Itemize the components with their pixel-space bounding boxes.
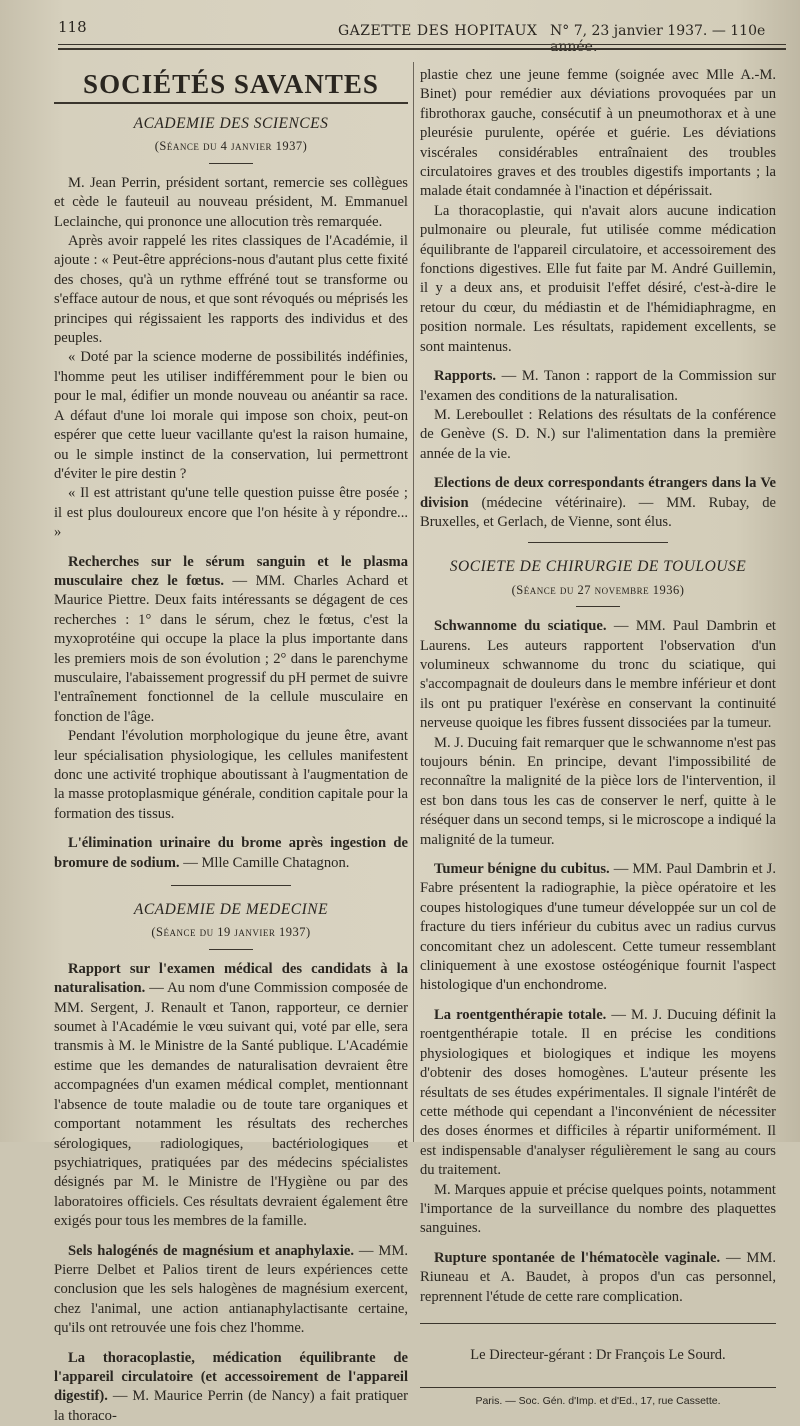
academie-medecine-session: (Séance du 19 janvier 1937) — [151, 925, 311, 940]
journal-title: GAZETTE DES HOPITAUX — [338, 23, 538, 39]
short-rule — [576, 606, 620, 607]
item-serum-continued: Pendant l'évolution morphologique du jeune être, avant leur spécialisation physiologique, les cellules manifestent donc une activité trophique aboutissant à l'augmentation de la masse protoplasmique générale, condition capitale pour la formation des tissus. — [54, 728, 408, 822]
ducuing-remark: M. J. Ducuing fait remarquer que le schwannome n'est pas toujours bénin. En principe, devant l'impossibilité de reconnaître la malignité de la pièce lors de l'intervention, il est bon dans tous les cas de conserver le nerf, quitte à le réséquer dans un second temps, si le microscope a indiqué la malignité de la tumeur. — [420, 734, 776, 848]
director-signature: Le Directeur-gérant : Dr François Le Sourd. — [470, 1346, 726, 1363]
issue-info: N° 7, 23 janvier 1937. — 110e année. — [550, 23, 766, 55]
item-schwannome: Schwannome du sciatique. — MM. Paul Dambrin et Laurens. Les auteurs rapportent l'observation d'un volumineux schwannome du tronc du sciatique, qui s'accompagnait de douleurs dans le membre inférieur et dont ils ont pu pratiquer l'exérèse en conservant la continuité nerveuse quoique les fibres fussent dissociées par la tumeur. — [420, 618, 776, 732]
footer-rule — [420, 1323, 776, 1324]
printer-imprint: Paris. — Soc. Gén. d'Imp. et d'Ed., 17, rue Cassette. — [475, 1395, 721, 1408]
imprint-rule — [420, 1387, 776, 1388]
academie-medecine-heading: ACADEMIE DE MEDECINE — [133, 901, 329, 919]
page-header — [0, 0, 800, 55]
section-rule — [528, 542, 668, 543]
header-rule-thick — [58, 48, 786, 50]
column-divider — [413, 62, 414, 1142]
item-thoracoplastie: La thoracoplastie, médication équilibrante de l'appareil circulatoire (et accessoirement de l'appareil digestif). — M. Maurice Perrin (de Nancy) a fait pratiquer la thoraco- — [54, 1349, 408, 1424]
header-rule — [58, 44, 786, 45]
item-rupture: Rupture spontanée de l'hématocèle vaginale. — MM. Riuneau et A. Baudet, à propos d'un cas personnel, reprennent l'étude de cette rare complication. — [420, 1249, 776, 1305]
item-brome: L'élimination urinaire du brome après ingestion de bromure de sodium. — Mlle Camille Chatagnon. — [54, 835, 408, 871]
item-elections: Elections de deux correspondants étrangers dans la Ve division (médecine vétérinaire). — MM. Rubay, de Bruxelles, et Gerlach, de Vienne, sont élus. — [420, 475, 776, 530]
section-rule — [171, 885, 291, 886]
title-rule — [54, 102, 408, 104]
thoracoplastie-continued: plastie chez une jeune femme (soignée avec Mlle A.-M. Binet) pour remédier aux déviations provoquées par un fibrothorax gauche, consécutif à un pneumothorax et à une pleurésie purulente, opérée et guérie. Les déviations viscérales considérables entraînaient des troubles circulatoires graves et des troubles digestifs importants ; la malade était condamnée à l'inaction et dépérissait. — [420, 67, 776, 200]
societe-chirurgie-session: (Séance du 27 novembre 1936) — [511, 582, 685, 597]
paragraph-rites: Après avoir rappelé les rites classiques de l'Académie, il ajoute : « Peut-être apprécions-nous d'autant plus cette fixité des choses, qu'à un rythme effréné tout se transforme ou s'efface autour de nous, et que sont révoqués ou méprisés les principes qui régissaient les rapports des individus et des peuples. — [54, 233, 408, 347]
item-sels: Sels halogénés de magnésium et anaphylaxie. — MM. Pierre Delbet et Palios tirent de leurs expériences cette conclusion que les sels halogènes de magnésium exercent, chez l'animal, une action antianaphylactisante certaine, qu'ils ont retrouvée une fois chez l'homme. — [54, 1242, 408, 1337]
item-rapports: Rapports. — M. Tanon : rapport de la Commission sur l'examen des conditions de la naturalisation. — [420, 368, 776, 404]
academie-sciences-session: (Séance du 4 janvier 1937) — [154, 139, 308, 154]
paragraph-science: « Doté par la science moderne de possibilités indéfinies, l'homme peut les utiliser indifféremment pour le bien ou pour le mal, édifier un monde nouveau ou anéantir sa race. A défaut d'une loi morale qui impose son choix, peut-on espérer que cette lueur vacillante qu'est la raison humaine, ou le simple instinct de la conservation, lui permettront d'éviter le pire destin ? — [54, 349, 408, 482]
item-rapport: Rapport sur l'examen médical des candidats à la naturalisation. — Au nom d'une Commission composée de MM. Sergent, J. Renault et Tanon, rapporteur, ce dernier soumet à l'Académie le vœu suivant qui, voté par elle, sera transmis à M. le Ministre de la Santé publique. L'Académie estime que les demandes de naturalisation devraient être accompagnées d'un examen médical complet, mentionnant l'absence de toute maladie ou de toute tare organiques et comportant notamment les résultats des recherches sérologiques, radiologiques, bactériologiques et psychiatriques, pratiquées par des médecins spécialistes désignés par M. le Ministre de l'Hygiène ou par des laboratoires officiels. Ces résultats devraient également être exigés pour tous les membres de la famille. — [54, 960, 408, 1230]
left-column — [54, 62, 408, 1426]
societe-chirurgie-heading: SOCIETE DE CHIRURGIE DE TOULOUSE — [449, 558, 747, 576]
academie-sciences-heading: ACADEMIE DES SCIENCES — [133, 115, 329, 132]
short-rule — [209, 163, 253, 164]
paragraph-perrin: M. Jean Perrin, président sortant, remercie ses collègues et cède le fauteuil au nouveau président, M. Emmanuel Leclainche, qui prononce une allocution très remarquée. — [54, 174, 408, 230]
item-roentgen: La roentgenthérapie totale. — M. J. Ducuing définit la roentgenthérapie totale. Il en précise les conditions physiologiques et biologiques et indique les moyens d'obtenir des doses homogènes. L'auteur présente les résultats de ses études expérimentales. Il signale l'intérêt de cette méthode qui cependant a l'inconvénient de nécessiter des doses énormes et difficiles à répartir uniformément. Il est indispensable d'analyser régulièrement le sang au cours du traitement. — [420, 1006, 776, 1179]
item-tumeur: Tumeur bénigne du cubitus. — MM. Paul Dambrin et J. Fabre présentent la radiographie, la pièce opératoire et les coupes histologiques d'une tumeur développée sur un col de fracture du tiers inférieur du cubitus avec un radius curvus concomitant chez un adolescent. Cette tumeur ressemblant cliniquement à une exostose ostéogénique fournit l'aspect histologique d'un enchondrome. — [420, 861, 776, 994]
short-rule — [209, 949, 253, 950]
item-lereboullet: M. Lereboullet : Relations des résultats de la conférence de Genève (S. D. N.) sur l'alimentation dans la première année de la vie. — [420, 406, 776, 462]
page-number: 118 — [58, 18, 87, 36]
item-serum: Recherches sur le sérum sanguin et le plasma musculaire chez le fœtus. — MM. Charles Achard et Maurice Piettre. Deux faits intéressants se dégagent de ces recherches : 1° dans le sérum, chez le fœtus, c'est la myxoprotéine qui occupe la place la plus importante dans les premiers mois de son évolution ; 2° dans le parenchyme musculaire, l'abaissement progressif du pH permet de suivre l'entraînement fonctionnel de la cellule musculaire en fonction de l'âge. — [54, 553, 408, 725]
marques-remark: M. Marques appuie et précise quelques points, notamment l'importance de la surveillance du nombre des plaquettes sanguines. — [420, 1181, 776, 1237]
thoracoplastie-paragraph-2: La thoracoplastie, qui n'avait alors aucune indication pulmonaire ou pleurale, fut utilisée comme médication équilibrante de l'appareil circulatoire, et accessoirement des fonctions digestives. Elle fut faite par M. André Guillemin, il y a deux ans, et produisit l'effet désiré, c'est-à-dire le retour du cœur, du médiastin et de l'hémidiaphragme, en position normale. Les résultats, rapidement excellents, se sont maintenus. — [420, 202, 776, 355]
section-main-title: SOCIÉTÉS SAVANTES — [83, 69, 379, 99]
paragraph-question: « Il est attristant qu'une telle question puisse être posée ; il est plus douloureux encore que l'on hésite à y répondre... » — [54, 485, 408, 541]
right-column — [420, 66, 776, 1412]
